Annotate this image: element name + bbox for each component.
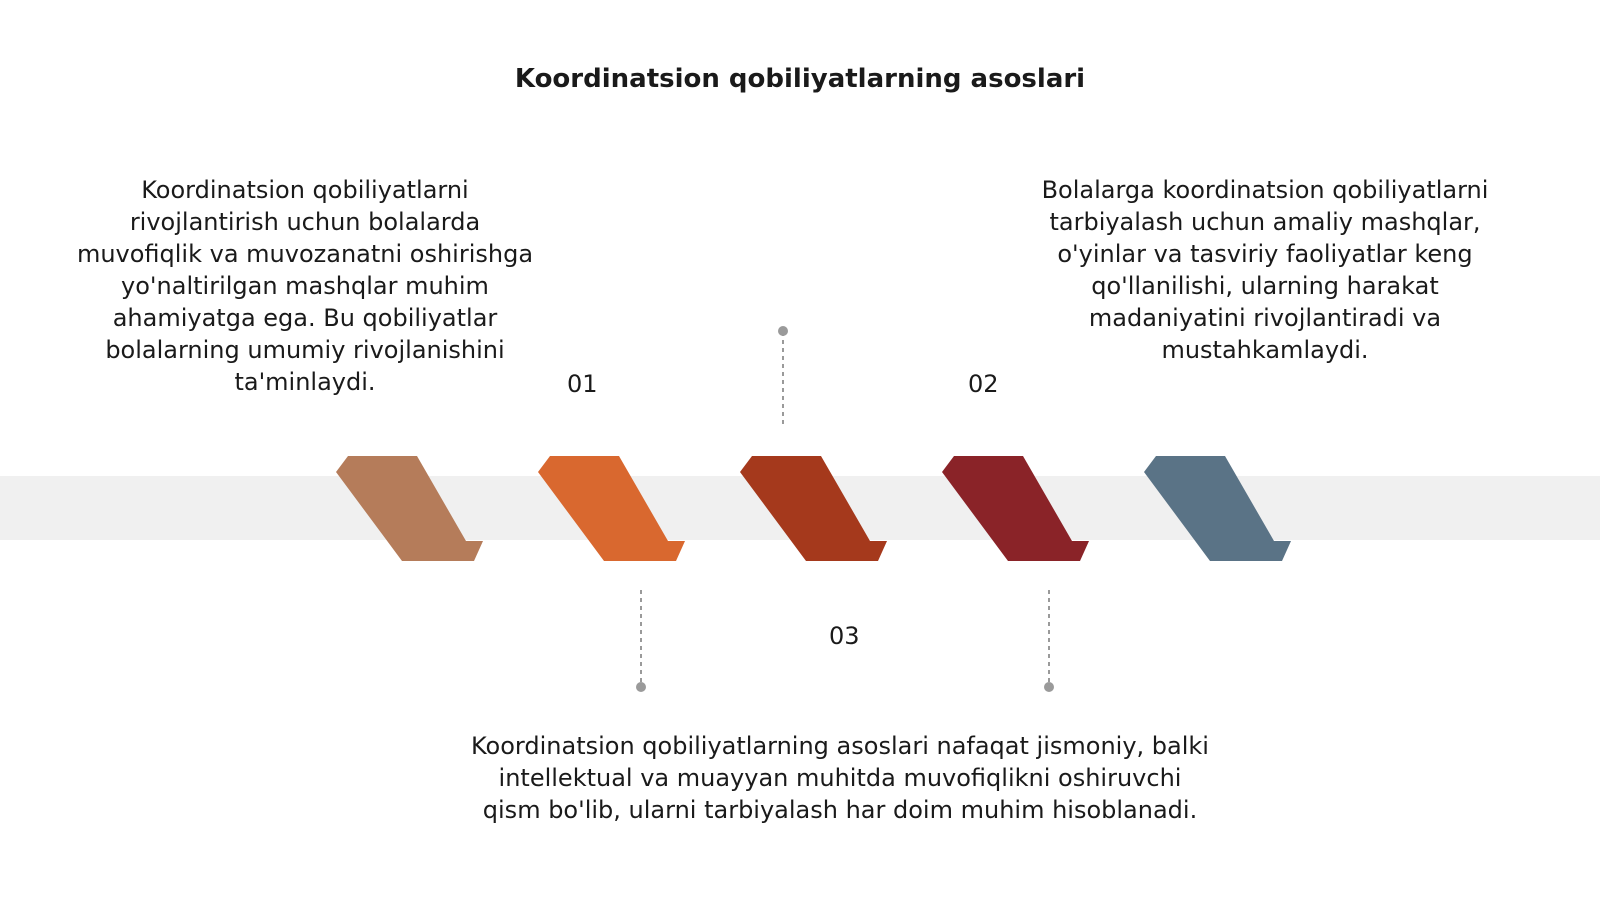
page-title: Koordinatsion qobiliyatlarning asoslari [514,64,1086,94]
step-1-description: Koordinatsion qobiliyatlarni rivojlantirish uchun bolalarda muvofiqlik va muvozanatni oshirishga yo'naltirilgan mashqlar muhim ahamiyatga ega. Bu qobiliyatlar bolalarning umumiy rivojlanishini ta'minlaydi. [76,176,534,396]
connector-bottom-1 [636,590,646,692]
connector-top-2 [778,326,788,428]
step-2-number: 02 [968,370,999,398]
step-3-number: 03 [829,622,860,650]
step-1-number: 01 [567,370,598,398]
connector-bottom-3 [1044,590,1054,692]
step-2-description: Bolalarga koordinatsion qobiliyatlarni tarbiyalash uchun amaliy mashqlar, o'yinlar va tasviriy faoliyatlar keng qo'llanilishi, ularning harakat madaniyatini rivojlantiradi va mustahkamlaydi. [1041,176,1489,364]
step-3-description: Koordinatsion qobiliyatlarning asoslari nafaqat jismoniy, balki intellektual va muayyan muhitda muvofiqlikni oshiruvchi qism bo'lib, ularni tarbiyalash har doim muhim hisoblanadi. [471,732,1209,824]
